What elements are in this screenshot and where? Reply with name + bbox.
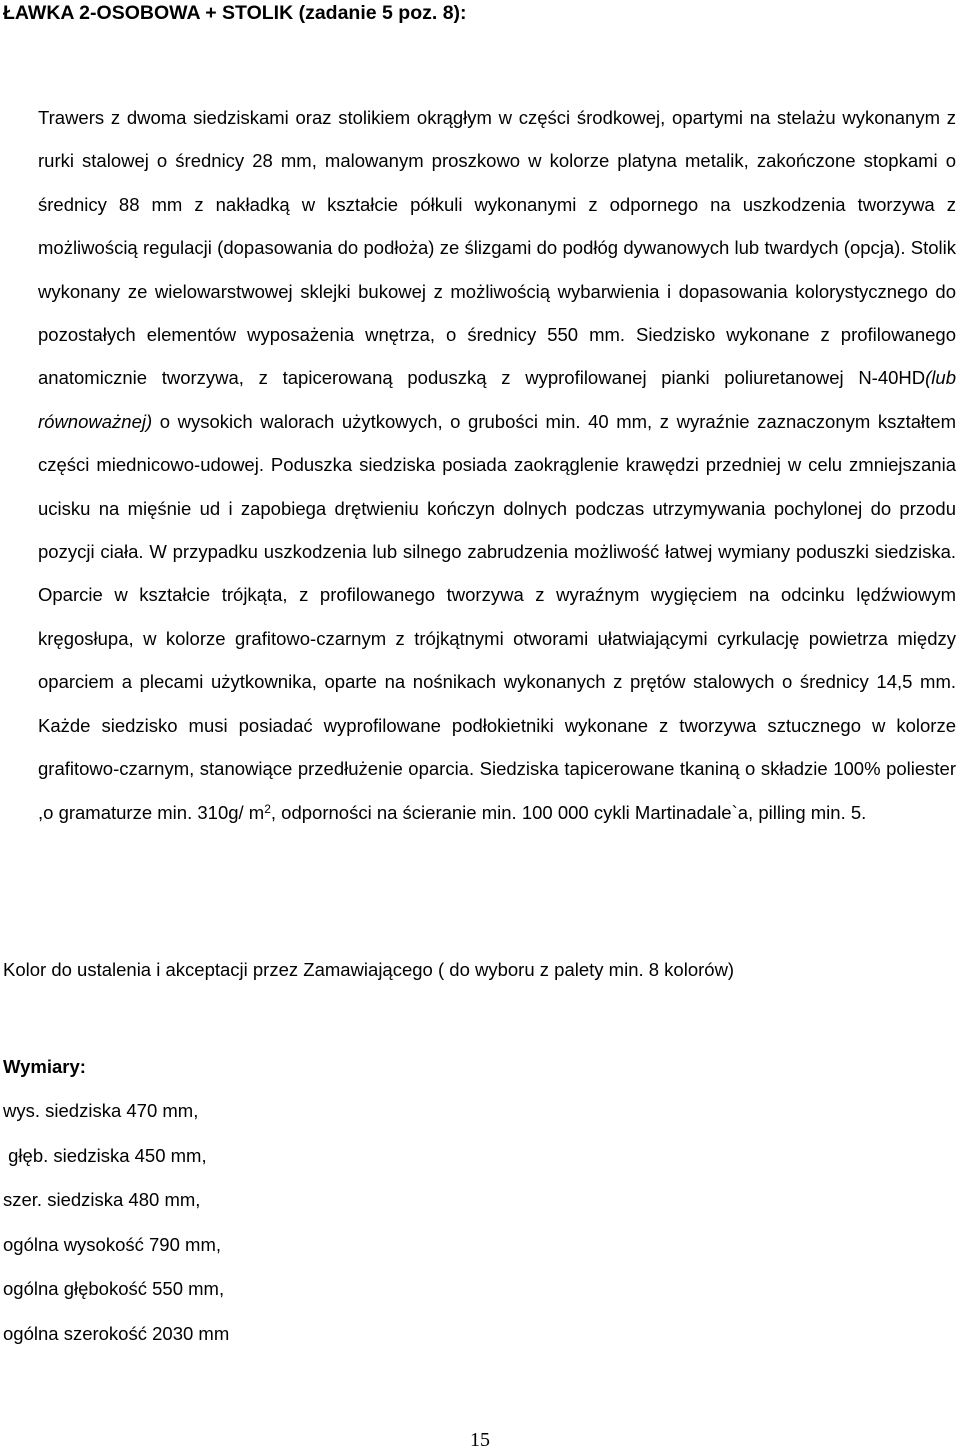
dimensions-heading: Wymiary:: [3, 1056, 86, 1077]
color-note: Kolor do ustalenia i akceptacji przez Zamawiającego ( do wyboru z palety min. 8 kolorów): [3, 959, 735, 980]
page-number: 15: [470, 1429, 490, 1451]
description-text-1: Trawers z dwoma siedziskami oraz stolikiem okrągłym w części środkowej, opartymi na stelażu wykonanym z rurki stalowej o średnicy 28 mm, malowanym proszkowo w kolorze platyna metalik, zakończone stopkami o średnicy 88 mm z nakładką w kształcie półkuli wykonanymi z odpornego na uszkodzenia tworzywa z możliwością regulacji (dopasowania do podłoża) ze ślizgami do podłóg dywanowych lub twardych (opcja). Stolik wykonany ze wielowarstwowej sklejki bukowej z możliwością wybarwienia i dopasowania kolorystycznego do pozostałych elementów wyposażenia wnętrza, o średnicy 550 mm. Siedzisko wykonane z profilowanego anatomicznie tworzywa, z tapicerowaną poduszką z wyprofilowanej pianki poliuretanowej N-40HD: [38, 107, 956, 389]
product-description: [38, 96, 956, 834]
description-text-3: , odporności na ścieranie min. 100 000 cykli Martinadale`a, pilling min. 5.: [270, 801, 867, 823]
page-title: ŁAWKA 2-OSOBOWA + STOLIK (zadanie 5 poz. 8):: [3, 2, 467, 24]
dimensions-list: [3, 1099, 229, 1367]
dimension-item: ogólna wysokość 790 mm,: [3, 1233, 221, 1255]
dimension-item: szer. siedziska 480 mm,: [3, 1189, 201, 1211]
description-text-2: o wysokich walorach użytkowych, o grubości min. 40 mm, z wyraźnie zaznaczonym kształtem części miednicowo-udowej. Poduszka siedziska posiada zaokrąglenie krawędzi przedniej w celu zmniejszania ucisku na mięśnie ud i zapobiega drętwieniu kończyn dolnych podczas utrzymywania pochylonej do przodu pozycji ciała. W przypadku uszkodzenia lub silnego zabrudzenia możliwość łatwej wymiany poduszki siedziska. Oparcie w kształcie trójkąta, z profilowanego tworzywa z wyraźnym wygięciem na odcinku lędźwiowym kręgosłupa, w kolorze grafitowo-czarnym z trójkątnymi otworami ułatwiającymi cyrkulację powietrza między oparciem a plecami użytkownika, oparte na nośnikach wykonanych z prętów stalowych o średnicy 14,5 mm. Każde siedzisko musi posiadać wyprofilowane podłokietniki wykonane z tworzywa sztucznego w kolorze grafitowo-czarnym, stanowiące przedłużenie oparcia. Siedziska tapicerowane tkaniną o składzie 100% poliester ,o gramaturze min. 310g/ m: [38, 410, 956, 823]
dimension-item: ogólna głębokość 550 mm,: [3, 1278, 225, 1300]
unit-superscript: 2: [264, 801, 271, 816]
dimension-item: głęb. siedziska 450 mm,: [3, 1144, 207, 1166]
dimension-item: ogólna szerokość 2030 mm: [3, 1322, 230, 1344]
description-italic-note: (lub równoważnej): [38, 367, 956, 432]
dimension-item: wys. siedziska 470 mm,: [3, 1100, 199, 1121]
